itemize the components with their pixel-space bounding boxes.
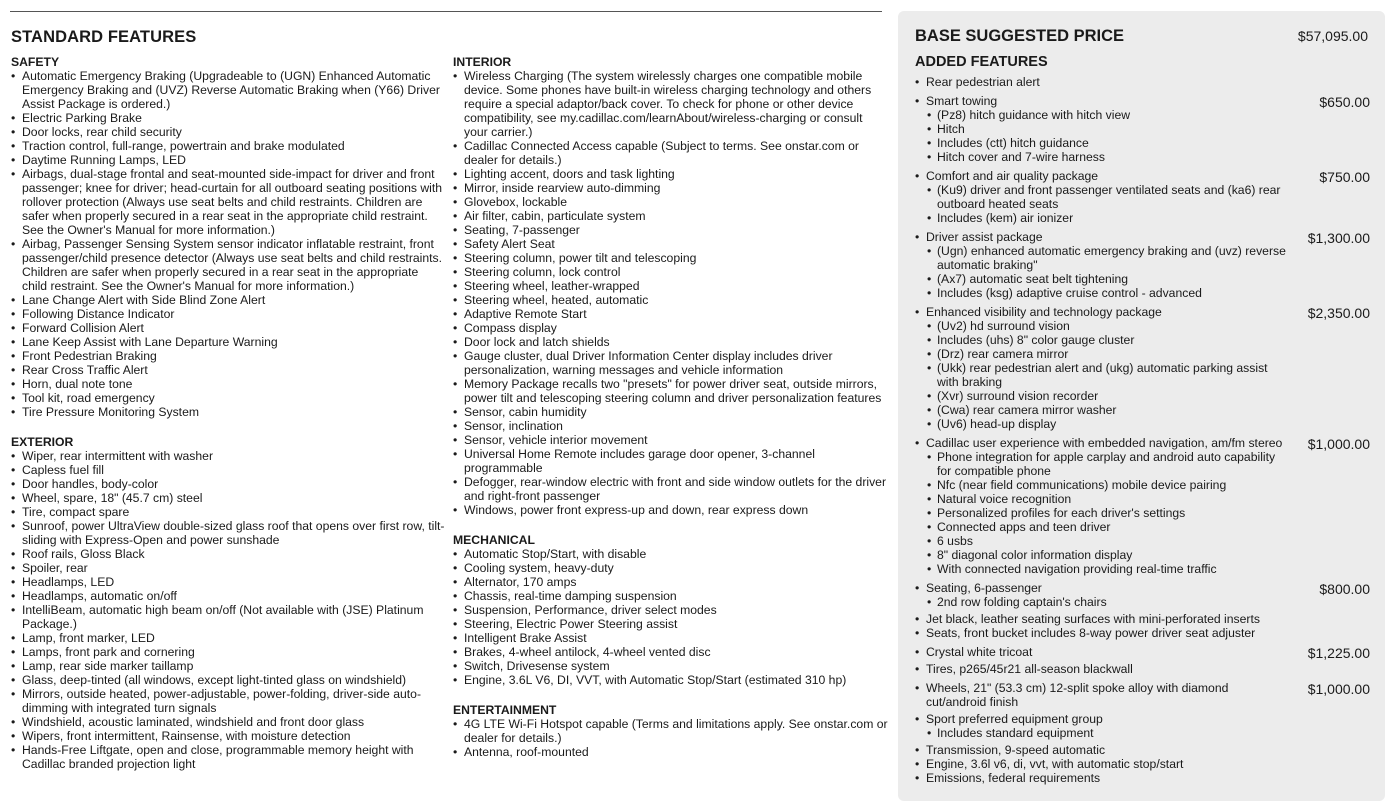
added-feature-subitem: [915, 562, 1370, 576]
added-feature-text: (Ugn) enhanced automatic emergency braking and (uvz) reverse automatic braking": [937, 244, 1286, 272]
list-item: • Steering wheel, heated, automatic: [453, 293, 888, 307]
list-item: • Sunroof, power UltraView double-sized glass roof that opens over first row, tilt-sliding with Express-Open and power sunshade: [11, 519, 446, 547]
list-item: • Mirrors, outside heated, power-adjustable, power-folding, driver-side auto-dimming with integrated turn signals: [11, 687, 446, 715]
added-feature-text: Tires, p265/45r21 all-season blackwall: [926, 662, 1133, 676]
exterior-list: [11, 449, 446, 771]
added-feature-text: Includes (ctt) hitch guidance: [937, 136, 1089, 150]
list-item: • 4G LTE Wi-Fi Hotspot capable (Terms and limitations apply. See onstar.com or dealer for details.): [453, 717, 888, 745]
added-feature-item: [915, 581, 1370, 595]
section-heading-interior: INTERIOR: [453, 55, 512, 69]
list-item: • Wipers, front intermittent, Rainsense, with moisture detection: [11, 729, 446, 743]
added-feature-price: $1,225.00: [1307, 645, 1370, 661]
list-item: • Compass display: [453, 321, 888, 335]
list-item: • Sensor, inclination: [453, 419, 888, 433]
interior-list: [453, 69, 888, 517]
list-item: • Daytime Running Lamps, LED: [11, 153, 446, 167]
added-feature-subitem: [915, 389, 1370, 403]
standard-features-panel: [11, 0, 891, 788]
section-heading-mechanical: MECHANICAL: [453, 533, 535, 547]
added-feature-text: Includes standard equipment: [937, 726, 1094, 740]
added-feature-text: Connected apps and teen driver: [937, 520, 1111, 534]
list-item: • Automatic Emergency Braking (Upgradeable to (UGN) Enhanced Automatic Emergency Braking and (UVZ) Reverse Automatic Braking when (Y66) Driver Assist Package is ordered.): [11, 69, 446, 111]
list-item: • Air filter, cabin, particulate system: [453, 209, 888, 223]
added-feature-subitem: [915, 534, 1370, 548]
added-feature-item: [915, 771, 1370, 785]
added-feature-text: 6 usbs: [937, 534, 973, 548]
list-item: • Tool kit, road emergency: [11, 391, 446, 405]
added-features-list: [915, 75, 1370, 785]
added-feature-price: $1,000.00: [1307, 436, 1370, 452]
added-feature-subitem: [915, 478, 1370, 492]
added-feature-text: Rear pedestrian alert: [926, 75, 1040, 89]
added-feature-text: With connected navigation providing real-time traffic: [937, 562, 1217, 576]
list-item: • Intelligent Brake Assist: [453, 631, 888, 645]
list-item: • Cadillac Connected Access capable (Subject to terms. See onstar.com or dealer for details.): [453, 139, 888, 167]
list-item: • Forward Collision Alert: [11, 321, 446, 335]
list-item: • Switch, Drivesense system: [453, 659, 888, 673]
added-feature-price: $1,000.00: [1307, 681, 1370, 697]
list-item: • Airbags, dual-stage frontal and seat-mounted side-impact for driver and front passenger; knee for driver; head-curtain for all outboard seating positions with rollover protection (Always use seat belts and child restraints. Children are safer when properly secured in a rear seat in the appropriate child restraint. See the Owner's Manual for more information.): [11, 167, 446, 237]
added-feature-item: [915, 169, 1370, 183]
added-feature-price: $1,300.00: [1307, 230, 1370, 246]
added-feature-subitem: [915, 122, 1370, 136]
added-feature-text: (Cwa) rear camera mirror washer: [937, 403, 1117, 417]
added-feature-subitem: [915, 506, 1370, 520]
list-item: • Chassis, real-time damping suspension: [453, 589, 888, 603]
added-feature-subitem: [915, 108, 1370, 122]
added-feature-text: Cadillac user experience with embedded navigation, am/fm stereo: [926, 436, 1283, 450]
list-item: • Steering, Electric Power Steering assist: [453, 617, 888, 631]
added-feature-item: [915, 94, 1370, 108]
added-feature-text: Personalized profiles for each driver's settings: [937, 506, 1186, 520]
added-feature-text: Includes (kem) air ionizer: [937, 211, 1074, 225]
section-heading-entertainment: ENTERTAINMENT: [453, 703, 557, 717]
added-feature-item: [915, 645, 1370, 659]
added-feature-subitem: [915, 244, 1370, 272]
list-item: • Antenna, roof-mounted: [453, 745, 888, 759]
list-item: • Capless fuel fill: [11, 463, 446, 477]
added-feature-subitem: [915, 450, 1370, 478]
added-feature-text: Sport preferred equipment group: [926, 712, 1103, 726]
list-item: • Automatic Stop/Start, with disable: [453, 547, 888, 561]
added-feature-subitem: [915, 595, 1370, 609]
list-item: • Spoiler, rear: [11, 561, 446, 575]
base-price-value: $57,095.00: [1297, 28, 1368, 44]
added-feature-text: Emissions, federal requirements: [926, 771, 1101, 785]
added-feature-text: Crystal white tricoat: [926, 645, 1033, 659]
list-item: • Glass, deep-tinted (all windows, except light-tinted glass on windshield): [11, 673, 446, 687]
list-item: • Electric Parking Brake: [11, 111, 446, 125]
list-item: • Steering wheel, leather-wrapped: [453, 279, 888, 293]
list-item: • Engine, 3.6L V6, DI, VVT, with Automatic Stop/Start (estimated 310 hp): [453, 673, 888, 687]
added-feature-item: [915, 305, 1370, 319]
list-item: • Windows, power front express-up and down, rear express down: [453, 503, 888, 517]
added-feature-subitem: [915, 548, 1370, 562]
list-item: • Safety Alert Seat: [453, 237, 888, 251]
list-item: • Universal Home Remote includes garage door opener, 3-channel programmable: [453, 447, 888, 475]
added-feature-text: Engine, 3.6l v6, di, vvt, with automatic stop/start: [926, 757, 1184, 771]
added-feature-item: [915, 662, 1370, 676]
list-item: • Glovebox, lockable: [453, 195, 888, 209]
list-item: • Tire Pressure Monitoring System: [11, 405, 446, 419]
list-item: • Lighting accent, doors and task lighting: [453, 167, 888, 181]
added-feature-text: Phone integration for apple carplay and android auto capability for compatible phone: [937, 450, 1276, 478]
list-item: • Wiper, rear intermittent with washer: [11, 449, 446, 463]
safety-list: [11, 69, 446, 419]
added-feature-item: [915, 230, 1370, 244]
pricing-panel: [898, 11, 1385, 801]
list-item: • Tire, compact spare: [11, 505, 446, 519]
list-item: • Mirror, inside rearview auto-dimming: [453, 181, 888, 195]
added-feature-item: [915, 626, 1370, 640]
added-feature-price: $2,350.00: [1307, 305, 1370, 321]
list-item: • Memory Package recalls two "presets" for power driver seat, outside mirrors, power tilt and telescoping steering column and driver personalization features: [453, 377, 888, 405]
entertainment-list: [453, 717, 888, 759]
added-feature-text: (Drz) rear camera mirror: [937, 347, 1069, 361]
list-item: • Headlamps, automatic on/off: [11, 589, 446, 603]
added-feature-item: [915, 681, 1370, 709]
list-item: • Alternator, 170 amps: [453, 575, 888, 589]
list-item: • Rear Cross Traffic Alert: [11, 363, 446, 377]
list-item: • Sensor, cabin humidity: [453, 405, 888, 419]
list-item: • Sensor, vehicle interior movement: [453, 433, 888, 447]
section-heading-safety: SAFETY: [11, 55, 60, 69]
list-item: • Wireless Charging (The system wirelessly charges one compatible mobile device. Some phones have built-in wireless charging technology and others require a special adaptor/back cover. To check for phone or other device compatibility, see my.cadillac.com/learnAbout/wireless-charging or consult your carrier.): [453, 69, 888, 139]
added-feature-text: Jet black, leather seating surfaces with mini-perforated inserts: [926, 612, 1260, 626]
list-item: • Horn, dual note tone: [11, 377, 446, 391]
added-feature-text: Seating, 6-passenger: [926, 581, 1042, 595]
base-price-title: BASE SUGGESTED PRICE: [915, 27, 1125, 45]
added-feature-text: 2nd row folding captain's chairs: [937, 595, 1107, 609]
added-feature-text: Wheels, 21" (53.3 cm) 12-split spoke alloy with diamond cut/android finish: [926, 681, 1229, 709]
list-item: • Lamps, front park and cornering: [11, 645, 446, 659]
added-feature-subitem: [915, 319, 1370, 333]
added-feature-text: (Ku9) driver and front passenger ventilated seats and (ka6) rear outboard heated seats: [937, 183, 1281, 211]
list-item: • Headlamps, LED: [11, 575, 446, 589]
added-feature-subitem: [915, 361, 1370, 389]
added-feature-subitem: [915, 211, 1370, 225]
added-feature-text: (Uv2) hd surround vision: [937, 319, 1070, 333]
added-feature-text: Hitch cover and 7-wire harness: [937, 150, 1105, 164]
added-feature-subitem: [915, 136, 1370, 150]
list-item: • Door lock and latch shields: [453, 335, 888, 349]
added-feature-text: Includes (uhs) 8" color gauge cluster: [937, 333, 1135, 347]
added-feature-subitem: [915, 183, 1370, 211]
added-feature-subitem: [915, 347, 1370, 361]
added-feature-subitem: [915, 150, 1370, 164]
added-feature-price: $750.00: [1319, 169, 1370, 185]
list-item: • Following Distance Indicator: [11, 307, 446, 321]
added-feature-text: (Ax7) automatic seat belt tightening: [937, 272, 1129, 286]
list-item: • IntelliBeam, automatic high beam on/off (Not available with (JSE) Platinum Package.): [11, 603, 446, 631]
list-item: • Steering column, lock control: [453, 265, 888, 279]
added-feature-item: [915, 612, 1370, 626]
added-feature-text: (Xvr) surround vision recorder: [937, 389, 1099, 403]
added-feature-price: $650.00: [1319, 94, 1370, 110]
added-feature-text: (Pz8) hitch guidance with hitch view: [937, 108, 1131, 122]
added-feature-subitem: [915, 272, 1370, 286]
list-item: • Door locks, rear child security: [11, 125, 446, 139]
list-item: • Hands-Free Liftgate, open and close, programmable memory height with Cadillac branded projection light: [11, 743, 446, 771]
added-feature-item: [915, 757, 1370, 771]
added-feature-text: Smart towing: [926, 94, 998, 108]
added-feature-text: Seats, front bucket includes 8-way power driver seat adjuster: [926, 626, 1256, 640]
list-item: • Seating, 7-passenger: [453, 223, 888, 237]
added-feature-text: Driver assist package: [926, 230, 1043, 244]
added-feature-text: Comfort and air quality package: [926, 169, 1099, 183]
list-item: • Lane Change Alert with Side Blind Zone Alert: [11, 293, 446, 307]
added-feature-subitem: [915, 417, 1370, 431]
list-item: • Gauge cluster, dual Driver Information Center display includes driver personalization, warning messages and vehicle information: [453, 349, 888, 377]
list-item: • Adaptive Remote Start: [453, 307, 888, 321]
added-feature-subitem: [915, 520, 1370, 534]
list-item: • Lamp, front marker, LED: [11, 631, 446, 645]
list-item: • Cooling system, heavy-duty: [453, 561, 888, 575]
list-item: • Windshield, acoustic laminated, windshield and front door glass: [11, 715, 446, 729]
added-feature-price: $800.00: [1319, 581, 1370, 597]
list-item: • Lane Keep Assist with Lane Departure Warning: [11, 335, 446, 349]
list-item: • Suspension, Performance, driver select modes: [453, 603, 888, 617]
added-feature-subitem: [915, 492, 1370, 506]
list-item: • Roof rails, Gloss Black: [11, 547, 446, 561]
standard-features-title: STANDARD FEATURES: [11, 28, 197, 46]
added-feature-item: [915, 712, 1370, 726]
list-item: • Wheel, spare, 18" (45.7 cm) steel: [11, 491, 446, 505]
added-feature-text: Nfc (near field communications) mobile device pairing: [937, 478, 1227, 492]
list-item: • Lamp, rear side marker taillamp: [11, 659, 446, 673]
added-feature-subitem: [915, 286, 1370, 300]
added-feature-subitem: [915, 333, 1370, 347]
list-item: • Front Pedestrian Braking: [11, 349, 446, 363]
features-column-1: [11, 55, 446, 771]
list-item: • Door handles, body-color: [11, 477, 446, 491]
added-feature-text: Includes (ksg) adaptive cruise control - advanced: [937, 286, 1202, 300]
added-feature-item: [915, 436, 1370, 450]
list-item: • Traction control, full-range, powertrain and brake modulated: [11, 139, 446, 153]
added-feature-text: Natural voice recognition: [937, 492, 1072, 506]
added-feature-text: Enhanced visibility and technology package: [926, 305, 1162, 319]
added-feature-text: Transmission, 9-speed automatic: [926, 743, 1106, 757]
list-item: • Airbag, Passenger Sensing System sensor indicator inflatable restraint, front passenger/child presence detector (Always use seat belts and child restraints. Children are safer when properly secured in a rear seat in the appropriate child restraint. See the Owner's Manual for more information.): [11, 237, 446, 293]
section-heading-exterior: EXTERIOR: [11, 435, 74, 449]
added-feature-text: (Uv6) head-up display: [937, 417, 1057, 431]
added-features-title: ADDED FEATURES: [915, 54, 1048, 70]
added-feature-text: Hitch: [937, 122, 965, 136]
list-item: • Brakes, 4-wheel antilock, 4-wheel vented disc: [453, 645, 888, 659]
list-item: • Defogger, rear-window electric with front and side window outlets for the driver and right-front passenger: [453, 475, 888, 503]
added-feature-item: [915, 743, 1370, 757]
added-feature-text: 8" diagonal color information display: [937, 548, 1133, 562]
added-feature-item: [915, 75, 1370, 89]
added-feature-text: (Ukk) rear pedestrian alert and (ukg) automatic parking assist with braking: [937, 361, 1268, 389]
mechanical-list: [453, 547, 888, 687]
added-feature-subitem: [915, 403, 1370, 417]
added-feature-subitem: [915, 726, 1370, 740]
list-item: • Steering column, power tilt and telescoping: [453, 251, 888, 265]
features-column-2: [453, 55, 888, 759]
